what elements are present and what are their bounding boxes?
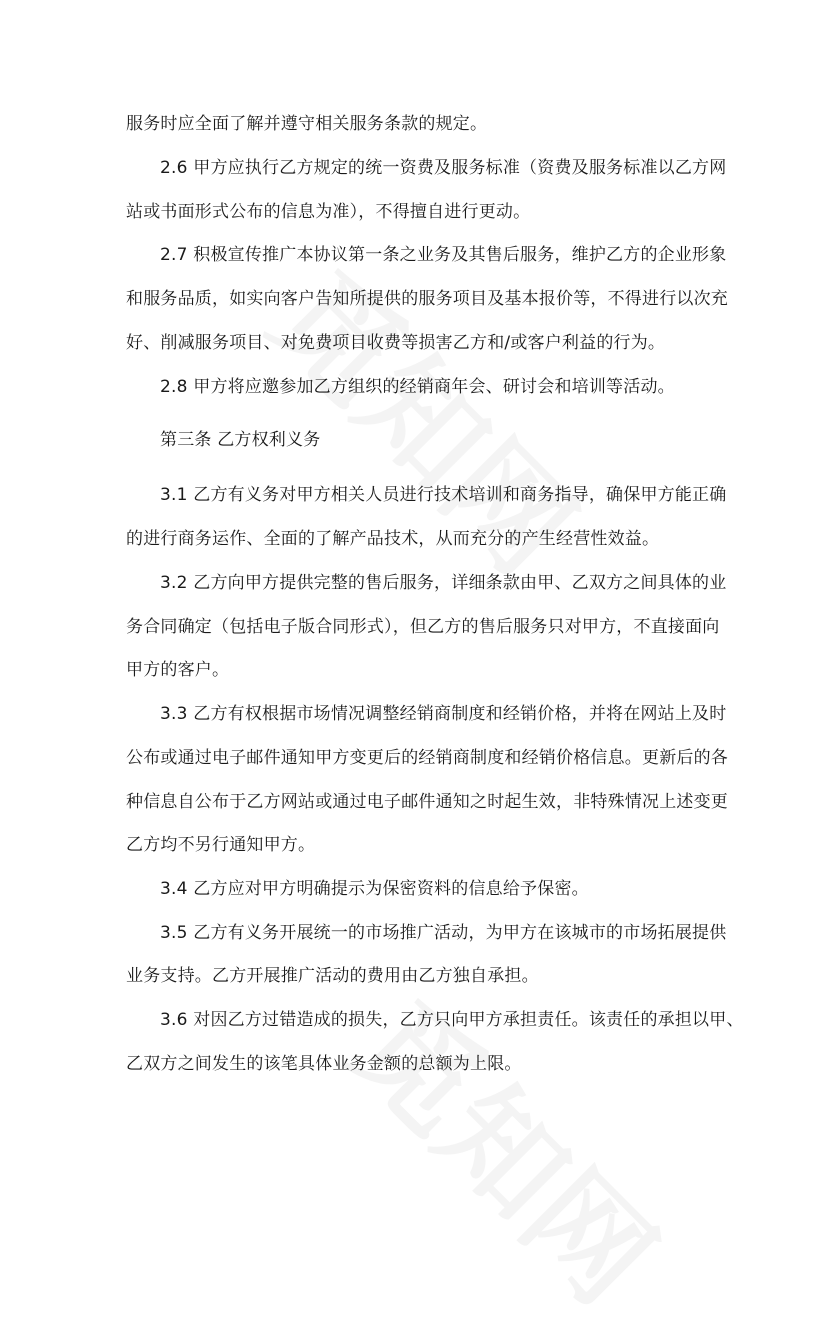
text-line: 和服务品质，如实向客户告知所提供的服务项目及基本报价等，不得进行以次充 <box>126 289 728 309</box>
text-line: 的进行商务运作、全面的了解产品技术，从而充分的产生经营性效益。 <box>126 529 660 549</box>
text-line: 3.6 对因乙方过错造成的损失，乙方只向甲方承担责任。该责任的承担以甲、 <box>160 1010 744 1030</box>
text-line: 乙双方之间发生的该笔具体业务金额的总额为上限。 <box>126 1054 522 1074</box>
text-line: 甲方的客户。 <box>126 660 230 680</box>
text-line: 2.7 积极宣传推广本协议第一条之业务及其售后服务，维护乙方的企业形象 <box>160 245 727 265</box>
text-line: 3.2 乙方向甲方提供完整的售后服务，详细条款由甲、乙双方之间具体的业 <box>160 573 727 593</box>
text-line: 3.3 乙方有权根据市场情况调整经销商制度和经销价格，并将在网站上及时 <box>160 704 727 724</box>
text-line: 2.8 甲方将应邀参加乙方组织的经销商年会、研讨会和培训等活动。 <box>160 377 675 397</box>
text-line: 公布或通过电子邮件通知甲方变更后的经销商制度和经销价格信息。更新后的各 <box>126 748 728 768</box>
text-line: 3.4 乙方应对甲方明确提示为保密资料的信息给予保密。 <box>160 879 589 899</box>
text-line: 服务时应全面了解并遵守相关服务条款的规定。 <box>126 114 488 134</box>
text-line: 站或书面形式公布的信息为准），不得擅自进行更动。 <box>126 202 531 222</box>
text-line: 务合同确定（包括电子版合同形式），但乙方的售后服务只对甲方，不直接面向 <box>126 617 720 637</box>
section-heading: 第三条 乙方权利义务 <box>160 430 321 450</box>
text-line: 3.1 乙方有义务对甲方相关人员进行技术培训和商务指导，确保甲方能正确 <box>160 485 727 505</box>
text-line: 好、削减服务项目、对免费项目收费等损害乙方和/或客户利益的行为。 <box>126 333 666 353</box>
text-line: 种信息自公布于乙方网站或通过电子邮件通知之时起生效，非特殊情况上述变更 <box>126 792 728 812</box>
text-line: 2.6 甲方应执行乙方规定的统一资费及服务标准（资费及服务标准以乙方网 <box>160 158 727 178</box>
text-line: 3.5 乙方有义务开展统一的市场推广活动，为甲方在该城市的市场拓展提供 <box>160 923 727 943</box>
text-line: 乙方均不另行通知甲方。 <box>126 835 316 855</box>
text-line: 业务支持。乙方开展推广活动的费用由乙方独自承担。 <box>126 966 539 986</box>
